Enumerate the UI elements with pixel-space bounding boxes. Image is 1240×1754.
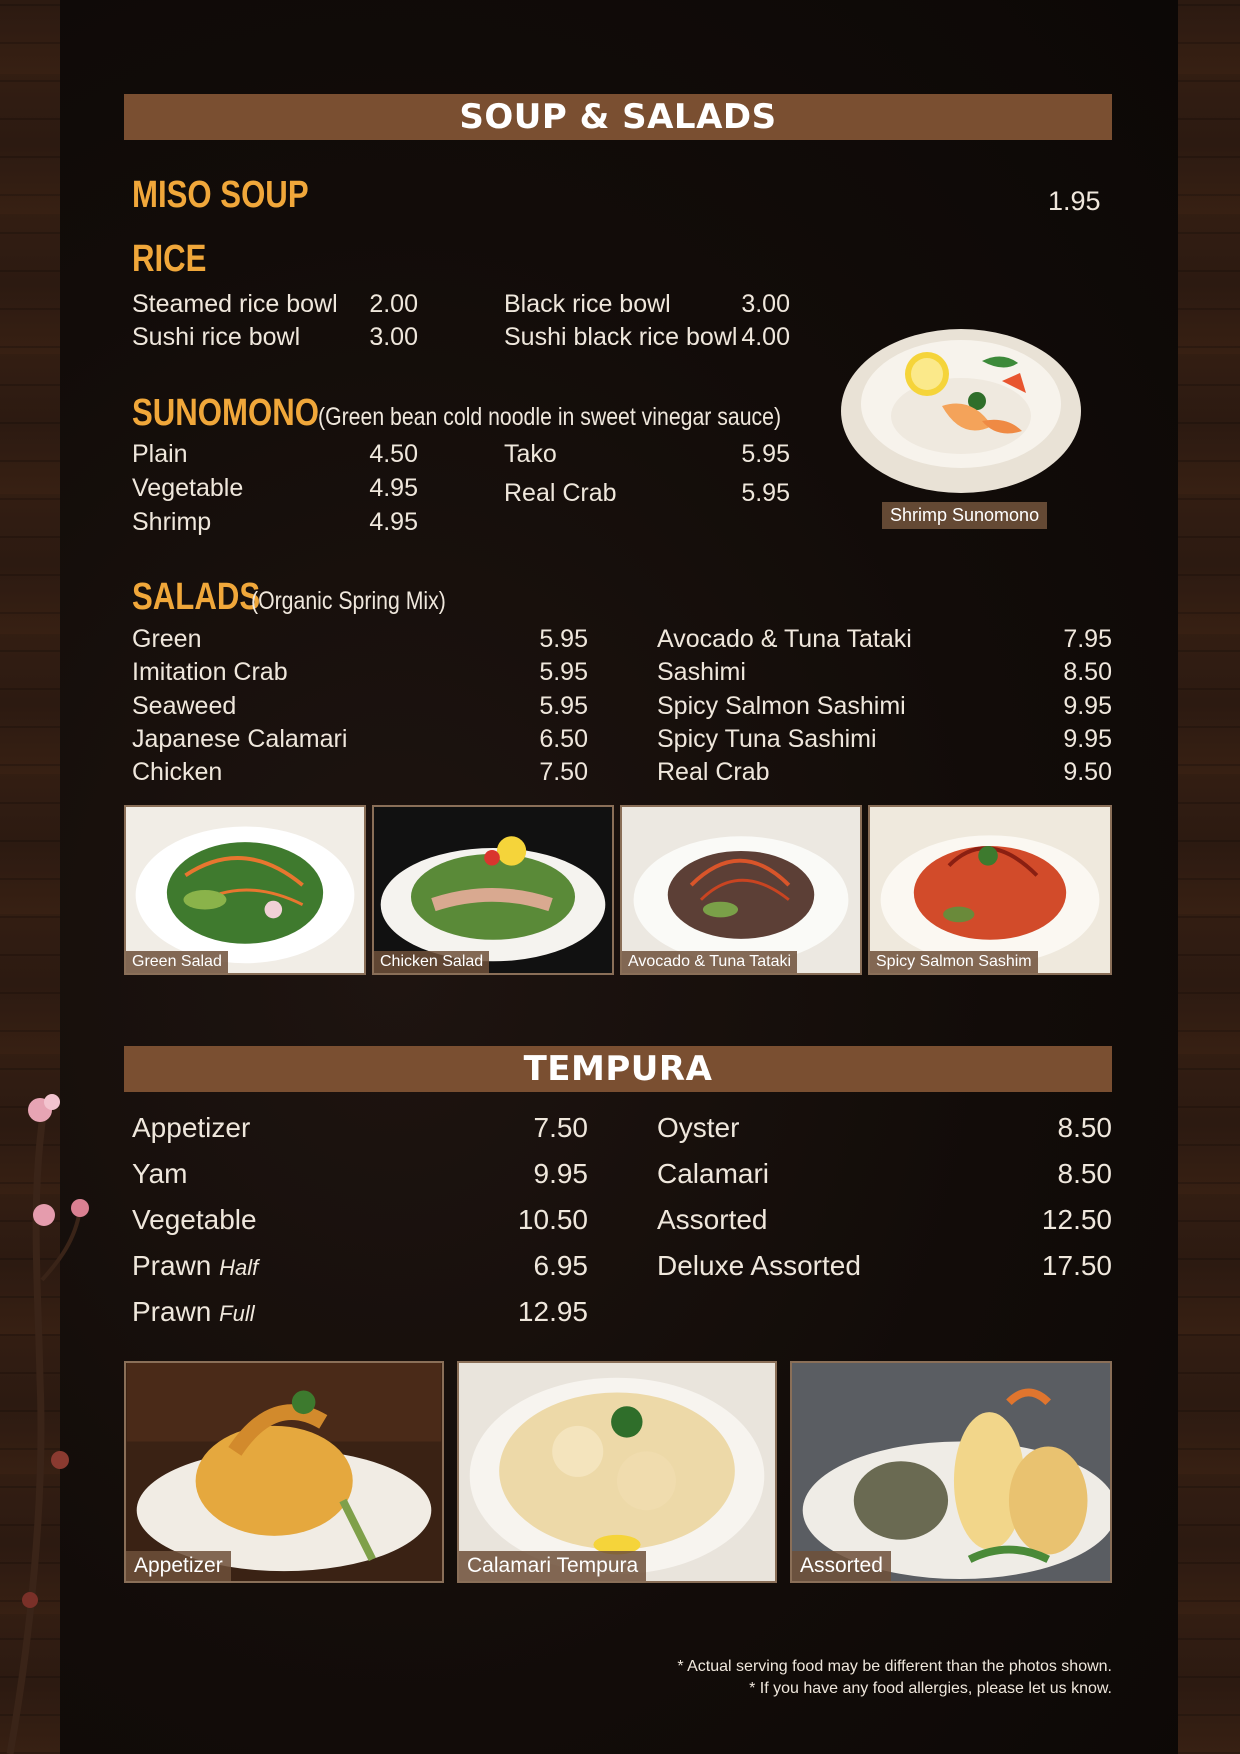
calamari-tempura-photo xyxy=(457,1361,777,1583)
item-price: 7.95 xyxy=(1063,625,1112,653)
item-price: 4.95 xyxy=(369,474,418,502)
item-price: 5.95 xyxy=(741,440,790,468)
item-price: 5.95 xyxy=(741,479,790,507)
item-price: 3.00 xyxy=(741,290,790,318)
assorted-tempura-photo xyxy=(790,1361,1112,1583)
menu-item xyxy=(132,1296,588,1332)
menu-item xyxy=(132,625,588,657)
menu-item xyxy=(657,1204,1112,1240)
item-name: Green xyxy=(132,625,202,653)
appetizer-caption: Appetizer xyxy=(126,1551,231,1581)
item-size: Half xyxy=(219,1255,259,1280)
menu-item xyxy=(504,479,790,511)
heading-miso-soup: MISO SOUP xyxy=(132,174,309,216)
item-price: 4.95 xyxy=(369,508,418,536)
menu-item xyxy=(504,323,790,355)
item-price: 12.95 xyxy=(517,1296,588,1327)
item-name: Calamari xyxy=(657,1158,770,1189)
menu-item xyxy=(132,758,588,790)
green-salad-caption: Green Salad xyxy=(126,951,228,973)
heading-salads: SALADS xyxy=(132,576,261,618)
item-name: Sushi rice bowl xyxy=(132,323,301,351)
shrimp-sunomono-photo xyxy=(832,306,1090,506)
item-name: Shrimp xyxy=(132,508,212,536)
item-name: Spicy Tuna Sashimi xyxy=(657,725,877,753)
menu-item xyxy=(657,692,1112,724)
item-price: 9.50 xyxy=(1063,758,1112,786)
item-price: 3.00 xyxy=(369,323,418,351)
item-name: Prawn xyxy=(132,1296,212,1327)
item-name: Black rice bowl xyxy=(504,290,671,318)
item-price: 9.95 xyxy=(1063,692,1112,720)
item-price: 7.50 xyxy=(533,1112,588,1143)
item-price: 5.95 xyxy=(539,625,588,653)
item-price: 8.50 xyxy=(1057,1158,1112,1189)
sunomono-subtitle: (Green bean cold noodle in sweet vinegar sauce) xyxy=(318,403,782,431)
item-price: 17.50 xyxy=(1041,1250,1112,1281)
item-name: Real Crab xyxy=(504,479,617,507)
menu-item xyxy=(657,1112,1112,1148)
spicy-salmon-sashimi-caption: Spicy Salmon Sashim xyxy=(870,951,1038,973)
item-name: Japanese Calamari xyxy=(132,725,348,753)
item-name: Vegetable xyxy=(132,474,244,502)
item-name: Real Crab xyxy=(657,758,770,786)
item-price: 5.95 xyxy=(539,692,588,720)
section-title-tempura: TEMPURA xyxy=(124,1046,1112,1092)
item-name: Appetizer xyxy=(132,1112,251,1143)
menu-item xyxy=(132,508,418,540)
item-price: 8.50 xyxy=(1063,658,1112,686)
item-price: 6.50 xyxy=(539,725,588,753)
item-price: 4.50 xyxy=(369,440,418,468)
menu-item xyxy=(132,474,418,506)
item-price: 5.95 xyxy=(539,658,588,686)
item-name: Oyster xyxy=(657,1112,740,1143)
item-name: Sushi black rice bowl xyxy=(504,323,738,351)
item-size: Full xyxy=(219,1301,255,1326)
item-name: Plain xyxy=(132,440,188,468)
menu-item xyxy=(657,658,1112,690)
salads-subtitle: (Organic Spring Mix) xyxy=(251,587,446,615)
item-name: Yam xyxy=(132,1158,188,1189)
item-price: 9.95 xyxy=(1063,725,1112,753)
heading-sunomono: SUNOMONO xyxy=(132,392,319,434)
item-price: 9.95 xyxy=(533,1158,588,1189)
menu-item xyxy=(132,1112,588,1148)
calamari-tempura-caption: Calamari Tempura xyxy=(459,1551,646,1581)
menu-item xyxy=(657,758,1112,790)
item-name: Seaweed xyxy=(132,692,237,720)
green-salad-photo xyxy=(124,805,366,975)
appetizer-tempura-photo xyxy=(124,1361,444,1583)
menu-item xyxy=(657,725,1112,757)
section-title-soup-salads: SOUP & SALADS xyxy=(124,94,1112,140)
menu-item xyxy=(657,1158,1112,1194)
item-name: Assorted xyxy=(657,1204,768,1235)
menu-item xyxy=(132,290,418,322)
item-price: 6.95 xyxy=(533,1250,588,1281)
item-name: Sashimi xyxy=(657,658,746,686)
miso-price: 1.95 xyxy=(1048,186,1101,216)
avocado-tuna-tataki-caption: Avocado & Tuna Tataki xyxy=(622,951,797,973)
cherry-blossom-decoration xyxy=(0,1080,120,1754)
menu-item xyxy=(132,658,588,690)
menu-item xyxy=(132,692,588,724)
chicken-salad-caption: Chicken Salad xyxy=(374,951,489,973)
item-price: 7.50 xyxy=(539,758,588,786)
menu-item xyxy=(504,440,790,472)
menu-item xyxy=(132,440,418,472)
menu-item xyxy=(132,1158,588,1194)
menu-item xyxy=(132,1250,588,1286)
heading-rice: RICE xyxy=(132,238,207,280)
item-price: 8.50 xyxy=(1057,1112,1112,1143)
item-name: Tako xyxy=(504,440,557,468)
menu-item xyxy=(132,725,588,757)
item-name: Steamed rice bowl xyxy=(132,290,338,318)
menu-item xyxy=(657,1250,1112,1286)
menu-item xyxy=(504,290,790,322)
item-name: Chicken xyxy=(132,758,223,786)
menu-item xyxy=(132,323,418,355)
spicy-salmon-sashimi-photo xyxy=(868,805,1112,975)
disclaimer-allergies: * If you have any food allergies, please let us know. xyxy=(749,1680,1112,1697)
item-price: 4.00 xyxy=(741,323,790,351)
item-name: Deluxe Assorted xyxy=(657,1250,861,1281)
item-name: Imitation Crab xyxy=(132,658,288,686)
item-name: Prawn xyxy=(132,1250,212,1281)
item-price: 12.50 xyxy=(1041,1204,1112,1235)
chicken-salad-photo xyxy=(372,805,614,975)
menu-item xyxy=(132,1204,588,1240)
disclaimer-photos: * Actual serving food may be different than the photos shown. xyxy=(677,1658,1112,1675)
assorted-caption: Assorted xyxy=(792,1551,891,1581)
avocado-tuna-tataki-photo xyxy=(620,805,862,975)
shrimp-sunomono-caption: Shrimp Sunomono xyxy=(882,502,1047,529)
item-name: Avocado & Tuna Tataki xyxy=(657,625,912,653)
item-name: Spicy Salmon Sashimi xyxy=(657,692,906,720)
item-price: 2.00 xyxy=(369,290,418,318)
item-name: Vegetable xyxy=(132,1204,257,1235)
menu-item xyxy=(657,625,1112,657)
item-price: 10.50 xyxy=(517,1204,588,1235)
